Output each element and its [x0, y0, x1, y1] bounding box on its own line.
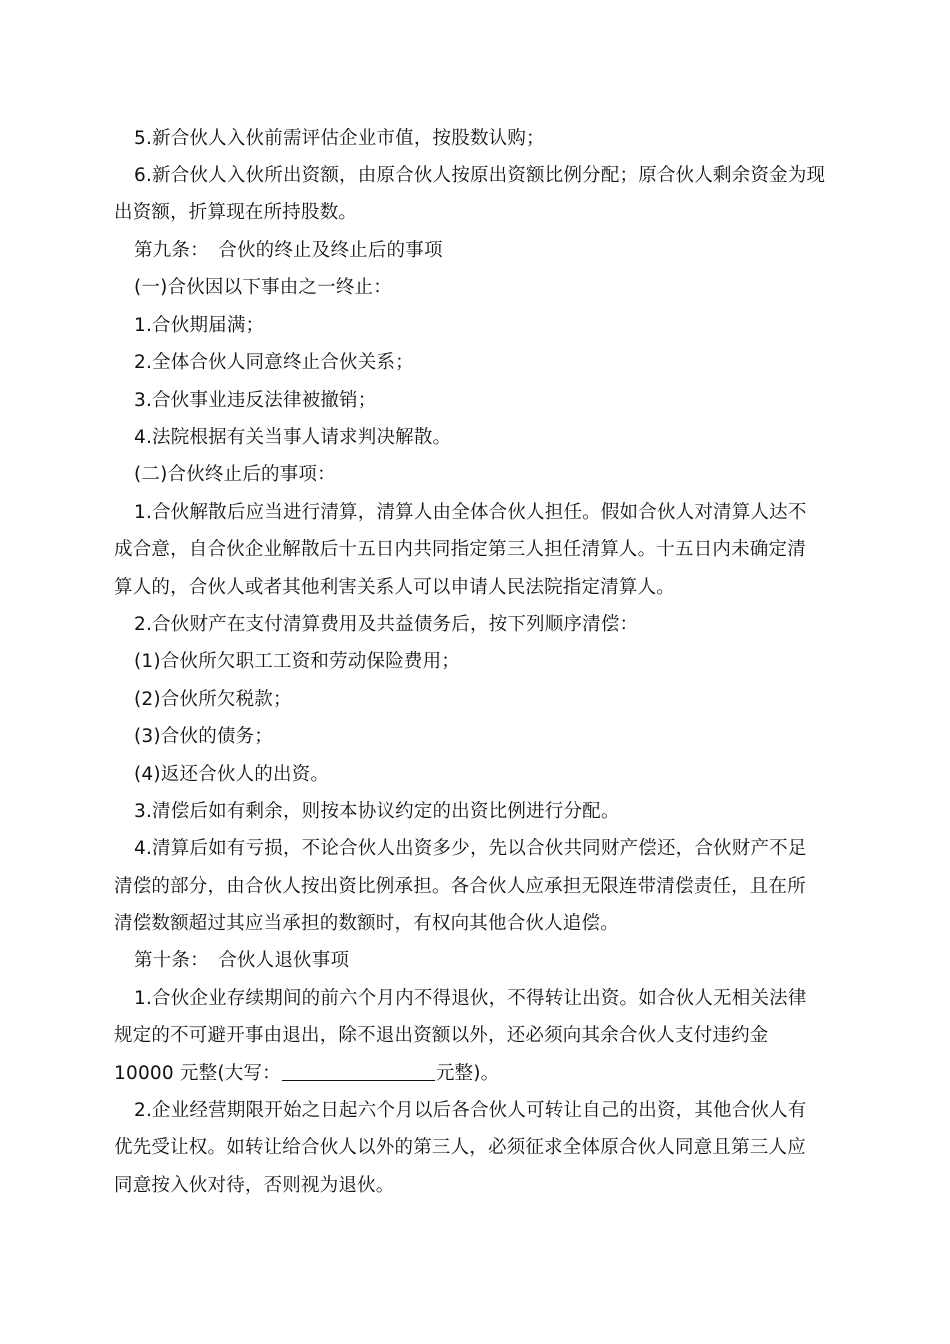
- penalty-amount-suffix: 元整)。: [435, 1063, 500, 1084]
- paragraph-line: 2.合伙财产在支付清算费用及共益债务后，按下列顺序清偿：: [134, 614, 639, 635]
- paragraph-line: 成合意，自合伙企业解散后十五日内共同指定第三人担任清算人。十五日内未确定清: [114, 539, 806, 560]
- paragraph-line: 优先受让权。如转让给合伙人以外的第三人，必须征求全体原合伙人同意且第三人应: [114, 1137, 806, 1158]
- list-item: (1)合伙所欠职工工资和劳动保险费用；: [134, 651, 461, 672]
- clause-6-new-partner-line1: 6.新合伙人入伙所出资额，由原合伙人按原出资额比例分配；原合伙人剩余资金为现: [134, 165, 826, 186]
- paragraph-line: 4.清算后如有亏损，不论合伙人出资多少，先以合伙共同财产偿还，合伙财产不足: [134, 838, 807, 859]
- paragraph-line: 3.清偿后如有剩余，则按本协议约定的出资比例进行分配。: [134, 801, 620, 822]
- paragraph-line: 算人的，合伙人或者其他利害关系人可以申请人民法院指定清算人。: [114, 577, 676, 598]
- paragraph-line: 1.合伙企业存续期间的前六个月内不得退伙，不得转让出资。如合伙人无相关法律: [134, 988, 807, 1009]
- list-item: (4)返还合伙人的出资。: [134, 764, 330, 785]
- section-1-heading: (一)合伙因以下事由之一终止：: [134, 277, 392, 298]
- paragraph-line: 清偿的部分，由合伙人按出资比例承担。各合伙人应承担无限连带清偿责任，且在所: [114, 876, 806, 897]
- amount-blank-field: [282, 1079, 435, 1081]
- list-item: 3.合伙事业违反法律被撤销；: [134, 390, 377, 411]
- paragraph-line: 1.合伙解散后应当进行清算，清算人由全体合伙人担任。假如合伙人对清算人达不: [134, 502, 807, 523]
- list-item: 1.合伙期届满；: [134, 315, 265, 336]
- article-9-heading: 第九条： 合伙的终止及终止后的事项: [134, 240, 443, 261]
- list-item: (3)合伙的债务；: [134, 726, 274, 747]
- article-10-heading: 第十条： 合伙人退伙事项: [134, 950, 350, 971]
- penalty-amount-line: [114, 1061, 839, 1087]
- penalty-amount-text: 10000 元整(大写：: [114, 1063, 281, 1084]
- paragraph-line: 2.企业经营期限开始之日起六个月以后各合伙人可转让自己的出资，其他合伙人有: [134, 1100, 807, 1121]
- list-item: 2.全体合伙人同意终止合伙关系；: [134, 352, 414, 373]
- paragraph-line: 清偿数额超过其应当承担的数额时，有权向其他合伙人追偿。: [114, 913, 619, 934]
- section-2-heading: (二)合伙终止后的事项：: [134, 464, 336, 485]
- clause-5-new-partner: 5.新合伙人入伙前需评估企业市值，按股数认购；: [134, 128, 545, 149]
- paragraph-line: 同意按入伙对待，否则视为退伙。: [114, 1175, 395, 1196]
- clause-6-new-partner-line2: 出资额，折算现在所持股数。: [114, 202, 358, 223]
- list-item: (2)合伙所欠税款；: [134, 689, 292, 710]
- list-item: 4.法院根据有关当事人请求判决解散。: [134, 427, 452, 448]
- paragraph-line: 规定的不可避开事由退出，除不退出资额以外，还必须向其余合伙人支付违约金: [114, 1025, 769, 1046]
